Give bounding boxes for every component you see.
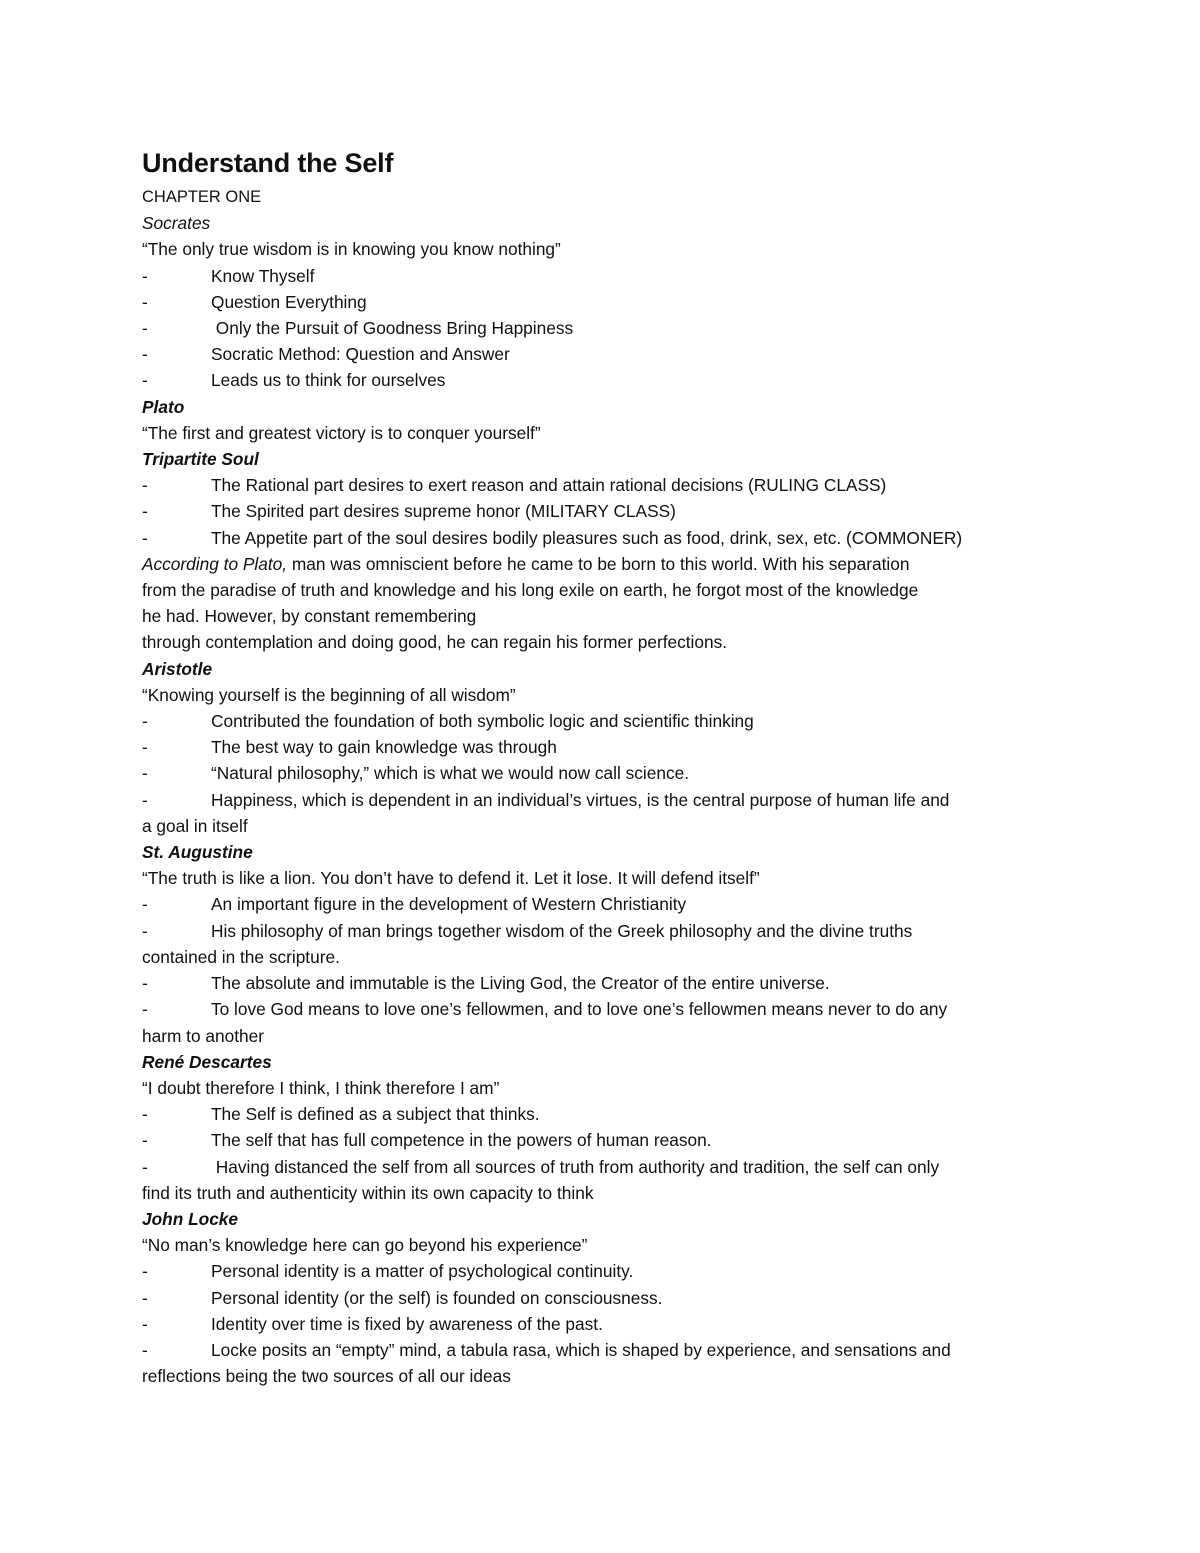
bullet-item [142,1311,1062,1337]
dash-marker: - [142,475,148,496]
dash-marker: - [142,920,148,941]
quote-locke: “No man’s knowledge here can go beyond his experience” [142,1235,588,1256]
dash-marker: - [142,291,148,312]
quote-plato: “The first and greatest victory is to conquer yourself” [142,422,541,443]
dash-marker: - [142,527,148,548]
dash-marker: - [142,1287,148,1308]
quote-socrates: “The only true wisdom is in knowing you know nothing” [142,239,561,260]
bullet-item [142,760,1062,786]
philosopher-name-aristotle: Aristotle [142,658,213,679]
dash-marker: - [142,265,148,286]
dash-marker: - [142,711,148,732]
bullet-text: Contributed the foundation of both symbolic logic and scientific thinking [211,711,754,732]
dash-marker: - [142,501,148,522]
dash-marker: - [142,1339,148,1360]
quote-aristotle: “Knowing yourself is the beginning of all wisdom” [142,684,516,705]
bullet-continuation: contained in the scripture. [142,946,340,967]
subheading-tripartite-soul: Tripartite Soul [142,449,259,470]
philosopher-name-locke: John Locke [142,1208,239,1229]
bullet-text: Socratic Method: Question and Answer [211,344,510,365]
bullet-text: The Spirited part desires supreme honor (MILITARY CLASS) [211,501,676,522]
bullet-text: His philosophy of man brings together wisdom of the Greek philosophy and the divine truths [211,920,913,941]
bullet-item [142,472,1062,498]
quote-descartes: “I doubt therefore I think, I think therefore I am” [142,1077,500,1098]
bullet-item [142,918,1062,944]
bullet-text: The Appetite part of the soul desires bodily pleasures such as food, drink, sex, etc. (COMMONER) [211,527,963,548]
bullet-item [142,1258,1062,1284]
bullet-continuation: find its truth and authenticity within its own capacity to think [142,1182,594,1203]
bullet-text: Only the Pursuit of Goodness Bring Happiness [211,318,574,339]
dash-marker: - [142,370,148,391]
quote-augustine: “The truth is like a lion. You don’t have to defend it. Let it lose. It will defend itself” [142,868,760,889]
philosopher-name-socrates: Socrates [142,213,211,234]
bullet-text: Having distanced the self from all sources of truth from authority and tradition, the self can only [211,1156,940,1177]
bullet-item [142,263,1062,289]
bullet-text: The Rational part desires to exert reason and attain rational decisions (RULING CLASS) [211,475,887,496]
bullet-item [142,315,1062,341]
dash-marker: - [142,789,148,810]
bullet-item [142,708,1062,734]
bullet-item [142,341,1062,367]
bullet-text: To love God means to love one’s fellowmen, and to love one’s fellowmen means never to do any [211,999,948,1020]
dash-marker: - [142,344,148,365]
bullet-item [142,498,1062,524]
philosopher-name-descartes: René Descartes [142,1051,272,1072]
bullet-text: The absolute and immutable is the Living God, the Creator of the entire universe. [211,973,830,994]
bullet-item [142,970,1062,996]
bullet-item [142,787,1062,813]
document-title: Understand the Self [142,148,394,178]
dash-marker: - [142,894,148,915]
dash-marker: - [142,1104,148,1125]
dash-marker: - [142,763,148,784]
bullet-continuation: reflections being the two sources of all our ideas [142,1366,511,1387]
bullet-item [142,891,1062,917]
paragraph-text: man was omniscient before he came to be born to this world. With his separation [287,553,910,574]
bullet-item [142,1127,1062,1153]
philosopher-name-plato: Plato [142,396,185,417]
bullet-text: The best way to gain knowledge was through [211,737,557,758]
dash-marker: - [142,1261,148,1282]
bullet-text: Know Thyself [211,265,315,286]
bullet-item [142,289,1062,315]
bullet-text: Happiness, which is dependent in an individual’s virtues, is the central purpose of human life and [211,789,950,810]
bullet-text: An important figure in the development of Western Christianity [211,894,687,915]
bullet-item [142,996,1062,1022]
bullet-continuation: a goal in itself [142,815,248,836]
bullet-item [142,1337,1062,1363]
bullet-item [142,367,1062,393]
bullet-text: “Natural philosophy,” which is what we would now call science. [211,763,690,784]
bullet-continuation: harm to another [142,1025,264,1046]
dash-marker: - [142,1313,148,1334]
dash-marker: - [142,973,148,994]
bullet-item [142,525,1062,551]
dash-marker: - [142,1156,148,1177]
bullet-item [142,1285,1062,1311]
paragraph-line [142,551,1062,577]
bullet-text: Personal identity (or the self) is founded on consciousness. [211,1287,663,1308]
bullet-text: Identity over time is fixed by awareness of the past. [211,1313,603,1334]
chapter-heading: CHAPTER ONE [142,188,262,206]
dash-marker: - [142,999,148,1020]
bullet-item [142,1154,1062,1180]
bullet-item [142,1101,1062,1127]
bullet-text: The Self is defined as a subject that thinks. [211,1104,540,1125]
bullet-text: The self that has full competence in the powers of human reason. [211,1130,712,1151]
document-page [142,146,1062,1389]
bullet-text: Leads us to think for ourselves [211,370,446,391]
dash-marker: - [142,1130,148,1151]
paragraph-line: he had. However, by constant remembering [142,606,477,627]
bullet-text: Locke posits an “empty” mind, a tabula rasa, which is shaped by experience, and sensations and [211,1339,951,1360]
bullet-item [142,734,1062,760]
bullet-text: Question Everything [211,291,367,312]
bullet-text: Personal identity is a matter of psychological continuity. [211,1261,634,1282]
dash-marker: - [142,318,148,339]
dash-marker: - [142,737,148,758]
paragraph-line: from the paradise of truth and knowledge and his long exile on earth, he forgot most of the knowledge [142,580,919,601]
paragraph-lead: According to Plato, [142,553,288,574]
philosopher-name-augustine: St. Augustine [142,842,253,863]
paragraph-line: through contemplation and doing good, he can regain his former perfections. [142,632,728,653]
